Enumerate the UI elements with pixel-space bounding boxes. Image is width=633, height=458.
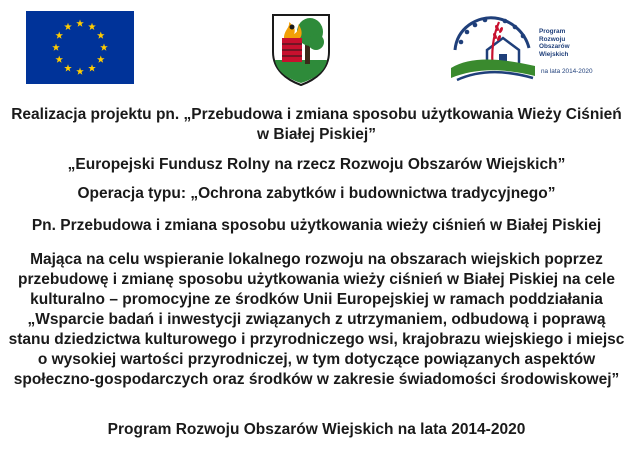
prow-emblem-icon: [447, 10, 539, 85]
prow-years: na lata 2014-2020: [541, 68, 593, 75]
prow-logo: [447, 10, 607, 85]
logo-bar: [0, 0, 633, 100]
prow-line-2: Rozwoju: [539, 35, 566, 43]
prow-line-1: Program: [539, 28, 566, 35]
program-name: Program Rozwoju Obszarów Wiejskich na lata 2014-2020: [107, 421, 526, 438]
fund-name: „Europejski Fundusz Rolny na rzecz Rozwoju Obszarów Wiejskich”: [67, 156, 566, 173]
operation-type: Operacja typu: „Ochrona zabytków i budownictwa tradycyjnego”: [77, 185, 556, 202]
prow-line-4: Wiejskich: [539, 50, 569, 58]
project-title: Realizacja projektu pn. „Przebudowa i zmiana sposobu użytkowania Wieży Ciśnień w Białej Piskiej”: [11, 106, 622, 143]
coat-of-arms-icon: [270, 12, 332, 87]
project-name: Pn. Przebudowa i zmiana sposobu użytkowania wieży ciśnień w Białej Piskiej: [31, 217, 602, 234]
prow-line-3: Obszarów: [539, 43, 570, 51]
eu-flag-icon: [26, 11, 134, 84]
project-description: Mająca na celu wspieranie lokalnego rozwoju na obszarach wiejskich poprzez przebudowę i zmianę sposobu użytkowania wieży ciśnień w Białej Piskiej na cele kulturalno – promocyjne ze środków Unii Europejskiej w ramach poddziałania „Wsparcie badań i inwestycji związanych z utrzymaniem, odbudową i poprawą stanu dziedzictwa kulturowego i przyrodniczego wsi, krajobrazu wiejskiego i miejsc o wysokiej wartości przyrodniczej, w tym dotyczące powiązanych aspektów społeczno-gospodarczych oraz środków w zakresie świadomości środowiskowej”: [8, 251, 625, 388]
prow-logo-text: [539, 28, 593, 75]
